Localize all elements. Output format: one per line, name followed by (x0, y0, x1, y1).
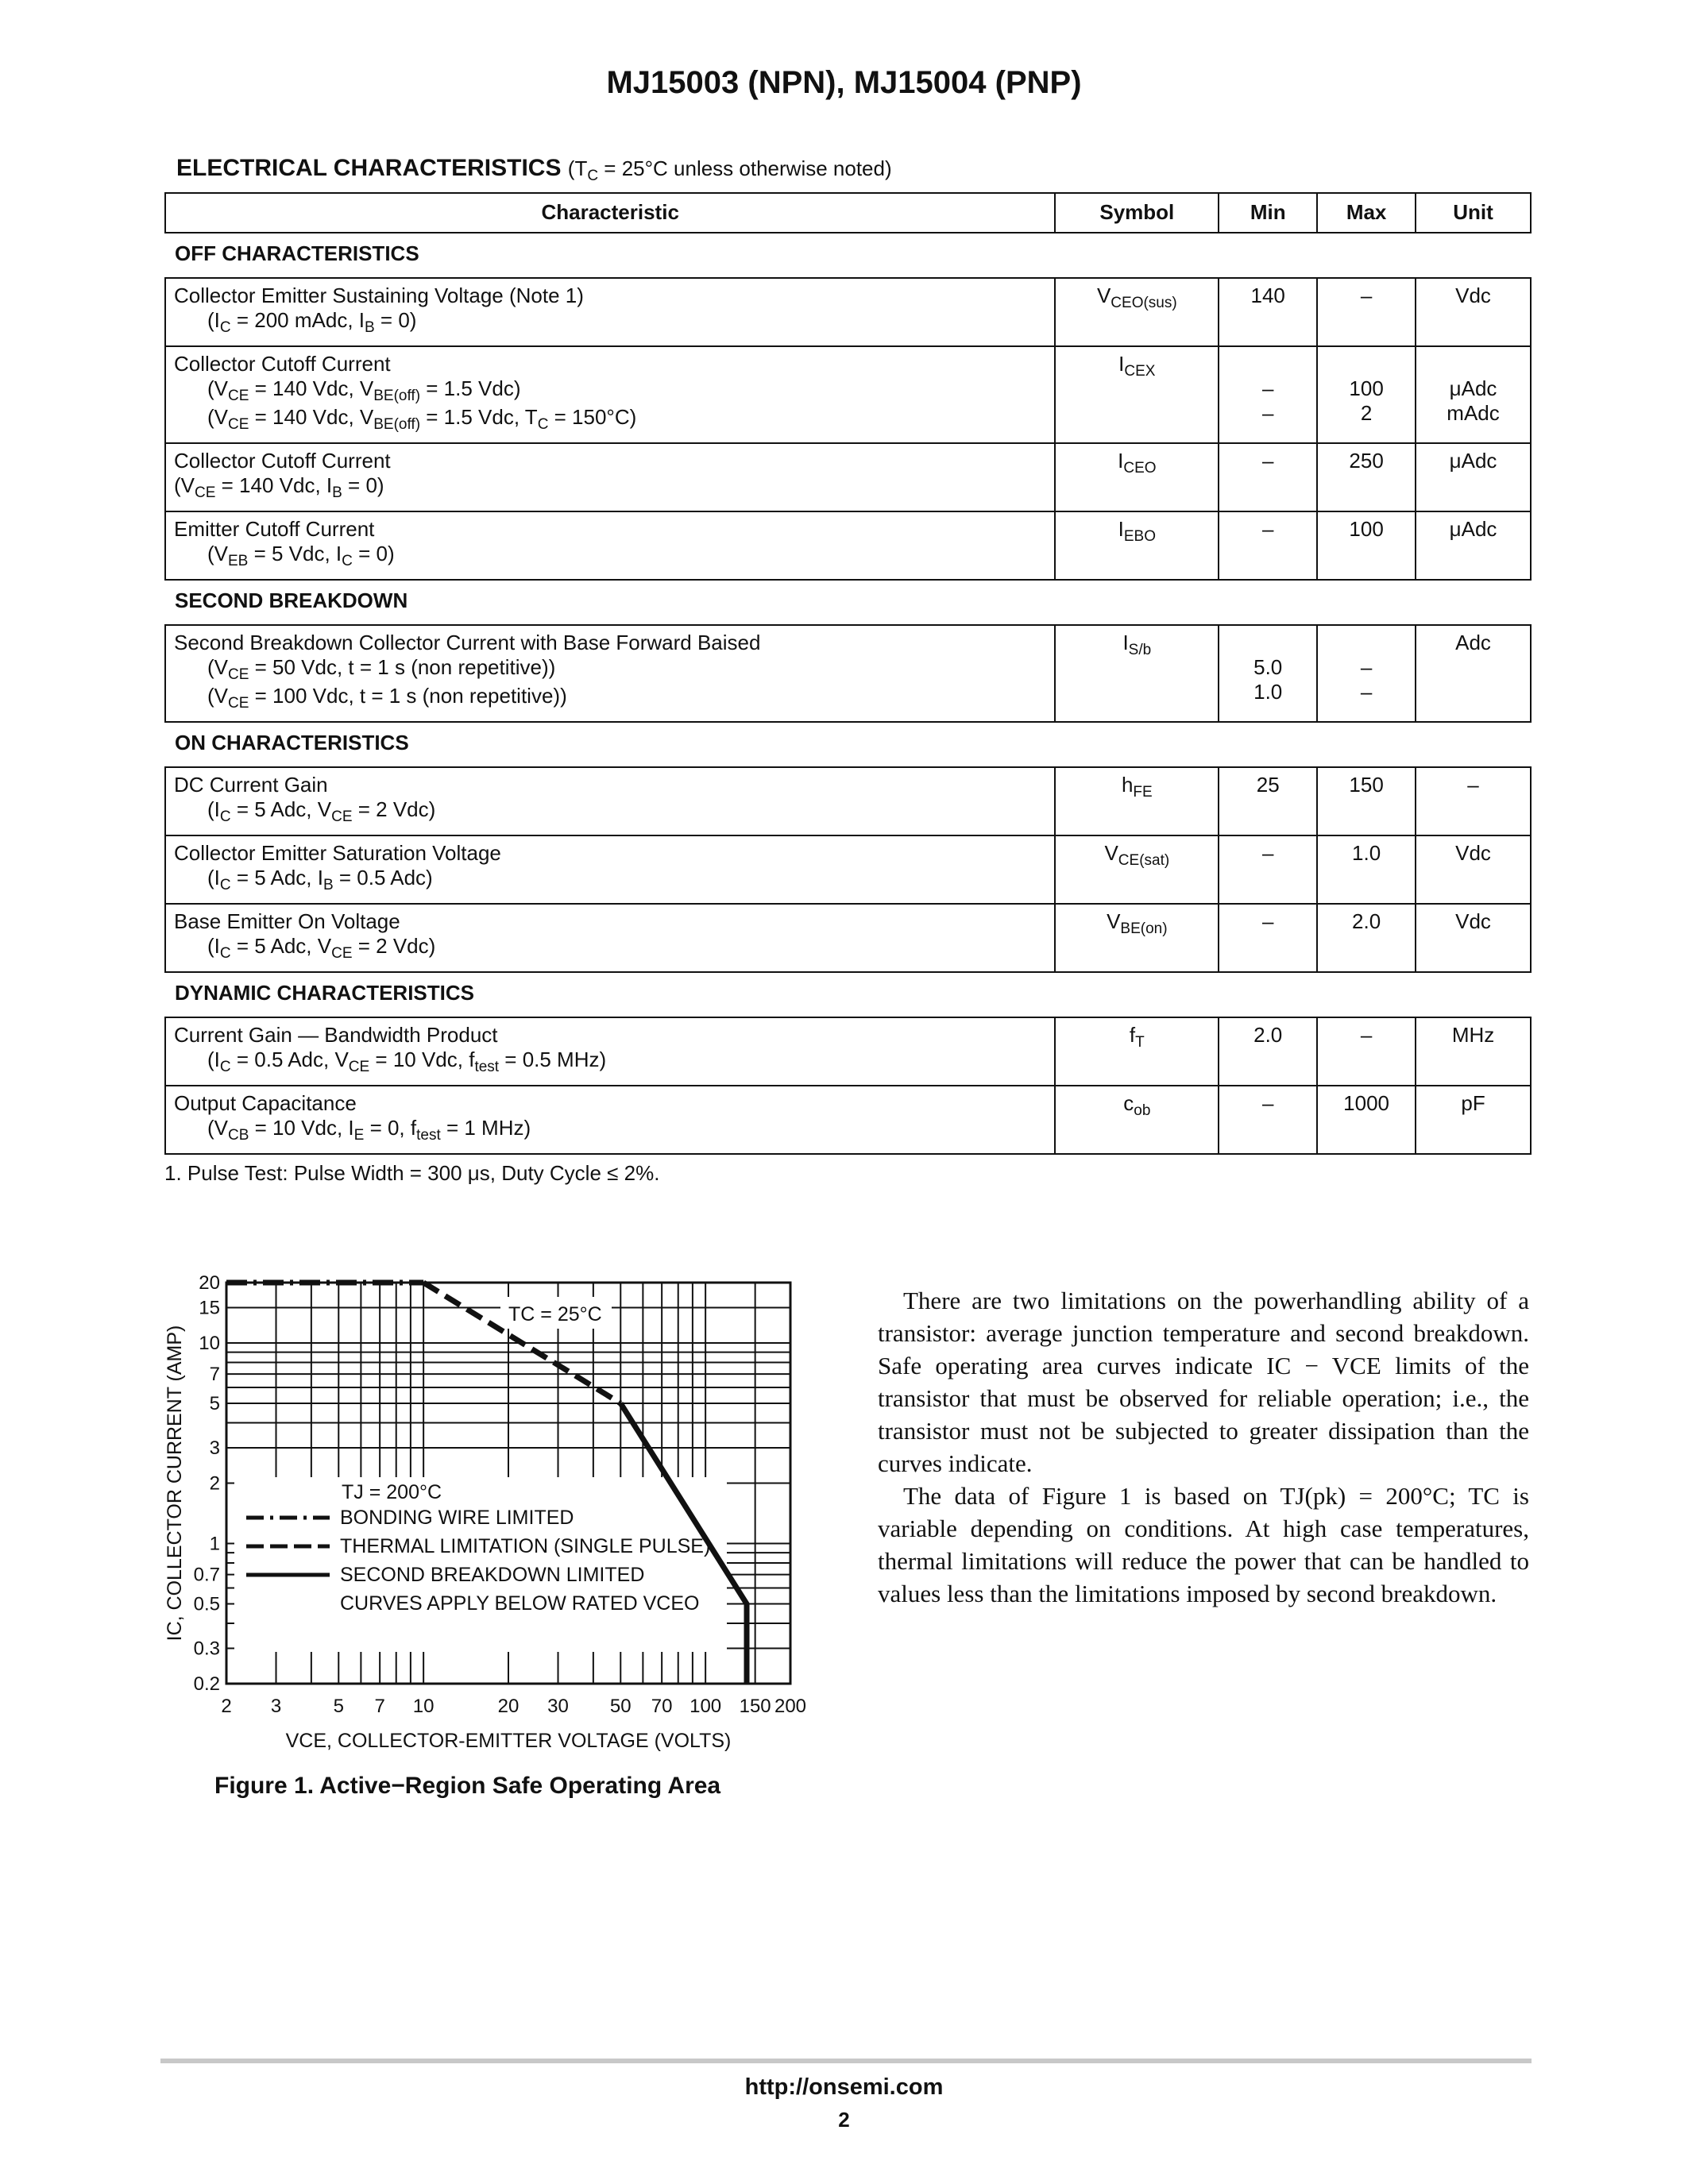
x-tick-label: 50 (609, 1696, 632, 1717)
legend-label: BONDING WIRE LIMITED (340, 1507, 574, 1529)
table-row: Collector Cutoff Current ($V_{CE} = 140$ Vdc, $I_B = 0$) $I_{CEO}$ – 250 μAdc (165, 443, 1531, 511)
y-tick-label: 0.2 (193, 1673, 220, 1695)
y-tick-label: 2 (209, 1472, 220, 1495)
x-tick-label: 20 (497, 1696, 520, 1717)
footer-rule (160, 2059, 1532, 2063)
y-tick-label: 7 (209, 1364, 220, 1386)
section-row: SECOND BREAKDOWN (165, 580, 1531, 625)
y-tick-label: 20 (199, 1275, 220, 1294)
ec-title: ELECTRICAL CHARACTERISTICS (176, 155, 562, 181)
x-tick-label: 10 (412, 1696, 435, 1717)
table-row: Collector Emitter Sustaining Voltage (Note 1) ($I_C = 200$ mAdc, $I_B = 0$) $V_{CEO(sus)}$ 140 – Vdc (165, 278, 1531, 346)
legend-label: CURVES APPLY BELOW RATED VCEO (340, 1592, 700, 1615)
table-row: Current Gain — Bandwidth Product ($I_C = 0.5$ Adc, $V_{CE} = 10$ Vdc, $f_{test} = 0.5$ MHz) $f_T$ 2.0 – MHz (165, 1017, 1531, 1086)
body-text (878, 1284, 1529, 1610)
y-tick-label: 0.7 (193, 1564, 220, 1586)
table-row: Second Breakdown Collector Current with Base Forward Baised ($V_{CE} = 50$ Vdc, t = 1 s (non repetitive)) ($V_{CE} = 100$ Vdc, t = 1 s (non repetitive)) $I_{S/b}$ 5.0 1.0 – – Adc (165, 625, 1531, 722)
y-tick-label: 10 (199, 1333, 220, 1355)
header-max: Max (1317, 193, 1416, 233)
y-axis-label: IC, COLLECTOR CURRENT (AMP) (164, 1325, 186, 1642)
x-tick-label: 100 (689, 1696, 722, 1717)
y-tick-label: 0.3 (193, 1638, 220, 1660)
electrical-characteristics-table (164, 192, 1532, 1155)
x-tick-label: 7 (374, 1696, 385, 1717)
table-row: Base Emitter On Voltage ($I_C = 5$ Adc, $V_{CE} = 2$ Vdc) $V_{BE(on)}$ – 2.0 Vdc (165, 904, 1531, 972)
x-tick-label: 30 (547, 1696, 569, 1717)
body-paragraph-2: The data of Figure 1 is based on TJ(pk) = 200°C; TC is variable depending on conditions. At high case temperatures, thermal limitations will reduce the power that can be handled to values less than the limitations imposed by second breakdown. (878, 1482, 1529, 1607)
y-tick-label: 0.5 (193, 1593, 220, 1615)
ec-conditions: ($T_C = 25^\circ C$ unless otherwise noted) (567, 156, 892, 185)
footer-url[interactable]: http://onsemi.com (744, 2074, 944, 2100)
table-row: Emitter Cutoff Current ($V_{EB} = 5$ Vdc, $I_C = 0$) $I_{EBO}$ – 100 μAdc (165, 511, 1531, 580)
x-tick-label: 3 (270, 1696, 282, 1717)
page-title: MJ15003 (NPN), MJ15004 (PNP) (606, 65, 1082, 100)
header-unit: Unit (1416, 193, 1531, 233)
legend-title: TJ = 200°C (342, 1481, 442, 1503)
table-row: DC Current Gain ($I_C = 5$ Adc, $V_{CE} = 2$ Vdc) $h_{FE}$ 25 150 – (165, 767, 1531, 835)
header-min: Min (1219, 193, 1317, 233)
tc-annotation: TC = 25°C (508, 1303, 602, 1325)
legend-label: THERMAL LIMITATION (SINGLE PULSE) (340, 1535, 711, 1557)
x-tick-label: 70 (651, 1696, 673, 1717)
body-paragraph-1: There are two limitations on the powerhandling ability of a transistor: average junction temperature and second breakdown. Safe operating area curves indicate IC − VCE limits of the transistor that must be observed for reliable operation; i.e., the transistor must not be subjected to greater dissipation than the curves indicate. (878, 1287, 1529, 1477)
soa-chart (159, 1275, 818, 1775)
table-row: Collector Cutoff Current ($V_{CE} = 140$ Vdc, $V_{BE(off)} = 1.5$ Vdc) ($V_{CE} = 140$ Vdc, $V_{BE(off)} = 1.5$ Vdc, $T_C = 150^\circ C$) $I_{CEX}$ – – 100 2 μAdc mAdc (165, 346, 1531, 443)
x-tick-label: 5 (333, 1696, 344, 1717)
legend-label: SECOND BREAKDOWN LIMITED (340, 1564, 645, 1586)
section-row: DYNAMIC CHARACTERISTICS (165, 972, 1531, 1017)
soa-chart-svg (159, 1275, 818, 1775)
section-row: OFF CHARACTERISTICS (165, 233, 1531, 278)
header-symbol: Symbol (1055, 193, 1219, 233)
footnote: 1. Pulse Test: Pulse Width = 300 μs, Duty Cycle ≤ 2%. (164, 1161, 660, 1185)
section-row: ON CHARACTERISTICS (165, 722, 1531, 767)
y-tick-label: 5 (209, 1393, 220, 1415)
table-header-row (165, 193, 1531, 233)
figure-caption: Figure 1. Active−Region Safe Operating Area (214, 1773, 721, 1799)
y-tick-label: 3 (209, 1437, 220, 1460)
x-tick-label: 200 (774, 1696, 807, 1717)
x-tick-label: 2 (221, 1696, 232, 1717)
x-axis-label: VCE, COLLECTOR-EMITTER VOLTAGE (VOLTS) (285, 1730, 732, 1752)
page-number: 2 (838, 2108, 850, 2132)
y-tick-label: 15 (199, 1297, 220, 1319)
table-row: Collector Emitter Saturation Voltage ($I_C = 5$ Adc, $I_B = 0.5$ Adc) $V_{CE(sat)}$ – 1.0 Vdc (165, 835, 1531, 904)
table-row: Output Capacitance ($V_{CB} = 10$ Vdc, $I_E = 0$, $f_{test} = 1$ MHz) $c_{ob}$ – 1000 pF (165, 1086, 1531, 1154)
x-tick-label: 150 (739, 1696, 771, 1717)
header-characteristic: Characteristic (165, 193, 1055, 233)
y-tick-label: 1 (209, 1533, 220, 1555)
ec-heading (176, 155, 892, 185)
